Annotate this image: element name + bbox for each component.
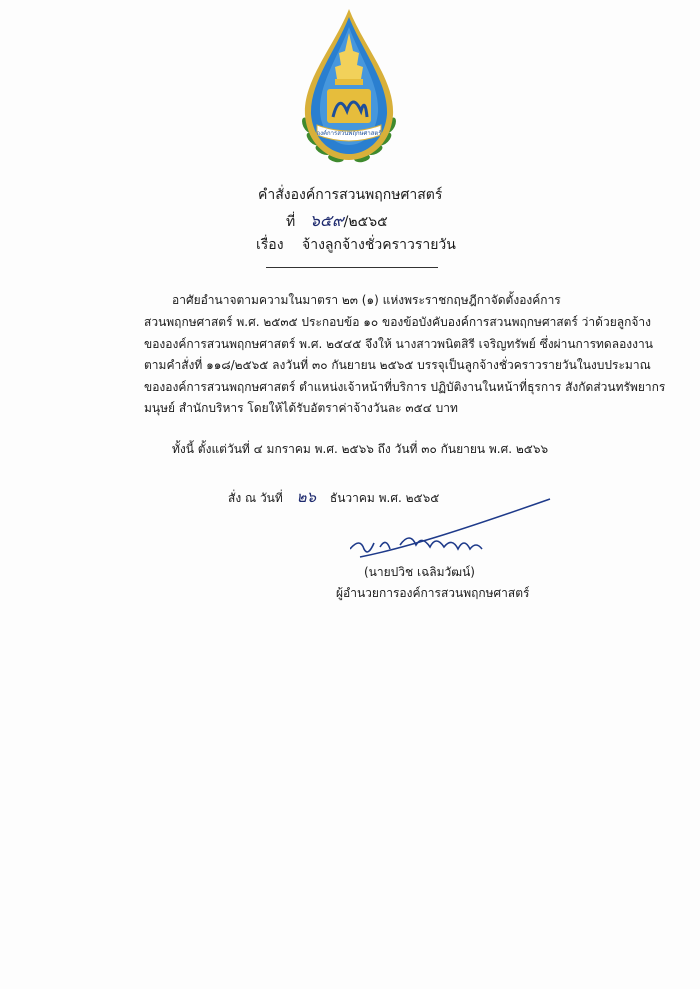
- paragraph-2-effective-dates: ทั้งนี้ ตั้งแต่วันที่ ๔ มกราคม พ.ศ. ๒๕๖๖ ถึง วันที่ ๓๐ กันยายน พ.ศ. ๒๕๖๖: [172, 442, 549, 456]
- paragraph-1-line: ตามคำสั่งที่ ๑๑๘/๒๕๖๕ ลงวันที่ ๓๐ กันยายน ๒๕๖๕ บรรจุเป็นลูกจ้างชั่วคราวรายวันในงบประมาณ: [144, 358, 651, 372]
- header-divider: [266, 267, 438, 268]
- svg-text:องค์การสวนพฤกษศาสตร์: องค์การสวนพฤกษศาสตร์: [316, 130, 382, 137]
- paragraph-1-line: ขององค์การสวนพฤกษศาสตร์ พ.ศ. ๒๕๔๕ จึงให้ นางสาวพนิตสิรี เจริญทรัพย์ ซึ่งผ่านการทดลองงาน: [144, 336, 653, 351]
- signer-name: (นายปวิช เฉลิมวัฒน์): [364, 565, 475, 579]
- paragraph-1: [172, 290, 612, 312]
- paragraph-1-line: อาศัยอำนาจตามความในมาตรา ๒๓ (๑) แห่งพระราชกฤษฎีกาจัดตั้งองค์การ: [172, 293, 561, 307]
- paragraph-1-line: ขององค์การสวนพฤกษศาสตร์ ตำแหน่งเจ้าหน้าที่บริการ ปฏิบัติงานในหน้าที่ธุรการ สังกัดส่วนทรัพยากร: [144, 379, 666, 394]
- signer-title: ผู้อำนวยการองค์การสวนพฤกษศาสตร์: [336, 586, 530, 600]
- subject-text: จ้างลูกจ้างชั่วคราวรายวัน: [302, 237, 456, 253]
- signature-stroke-icon: [350, 497, 560, 567]
- order-header-title: คำสั่งองค์การสวนพฤกษศาสตร์: [258, 187, 443, 203]
- paragraph-1-line: สวนพฤกษศาสตร์ พ.ศ. ๒๕๓๕ ประกอบข้อ ๑๐ ของข้อบังคับองค์การสวนพฤกษศาสตร์ ว่าด้วยลูกจ้าง: [144, 315, 651, 329]
- paragraph-1-line: มนุษย์ สำนักบริหาร โดยให้ได้รับอัตราค่าจ้างวันละ ๓๕๔ บาท: [144, 401, 458, 415]
- logo-emblem-icon: [293, 5, 405, 170]
- botanical-garden-logo: [293, 5, 405, 170]
- order-number: [286, 212, 388, 231]
- given-day-handwritten: ๒๖: [296, 488, 317, 506]
- order-number-handwritten: ๖๕๙: [309, 211, 344, 230]
- order-number-year: /๒๕๖๕: [343, 214, 388, 230]
- order-subject: [256, 236, 456, 254]
- subject-label: เรื่อง: [256, 237, 284, 253]
- paragraph-1-continuation: [144, 312, 666, 420]
- given-date-rest: ธันวาคม พ.ศ. ๒๕๖๕: [329, 491, 440, 505]
- given-date-prefix: สั่ง ณ วันที่: [228, 491, 283, 505]
- order-number-label: ที่: [286, 214, 296, 230]
